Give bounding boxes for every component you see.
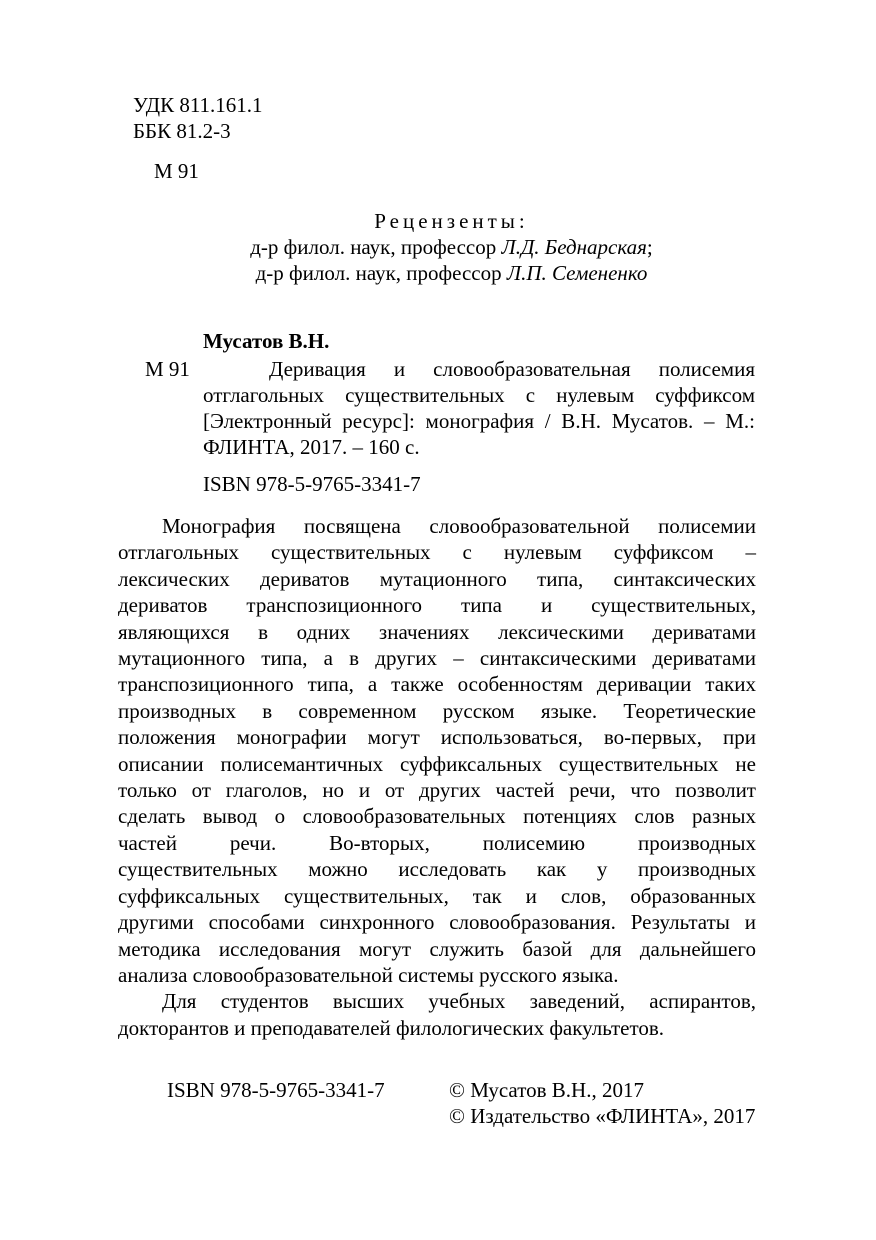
abstract-line: отглагольных существительных с нулевым суффиксом – — [118, 540, 756, 565]
footer-isbn: ISBN 978-5-9765-3341-7 — [167, 1078, 385, 1102]
reviewer-2-title: д-р филол. наук, профессор — [255, 261, 507, 285]
abstract-line: Монография посвящена словообразовательной полисемии — [162, 514, 756, 538]
audience-line: Для студентов высших учебных заведений, аспирантов, — [162, 989, 756, 1014]
record-isbn: ISBN 978-5-9765-3341-7 — [203, 472, 421, 496]
record-code: М 91 — [145, 357, 190, 381]
abstract-line: частей речи. Во-вторых, полисемию производных — [118, 830, 756, 855]
record-line: Деривация и словообразовательная полисемия — [269, 357, 755, 381]
abstract-line: суффиксальных существительных, так и слов, образованных — [118, 883, 756, 908]
record-line: [Электронный ресурс]: монография / В.Н. Мусатов. – М.: — [203, 409, 755, 433]
abstract-line: являющихся в одних значениях лексическими дериватами — [118, 619, 756, 644]
reviewer-2-name: Л.П. Семененко — [506, 261, 648, 285]
abstract-line: только от глаголов, но и от других частей речи, что позволит — [118, 778, 756, 803]
abstract-line: существительных можно исследовать как у производных — [118, 857, 756, 882]
abstract-line: анализа словообразовательной системы русского языка. — [118, 962, 619, 987]
abstract-line: лексических дериватов мутационного типа, синтаксических — [118, 566, 756, 591]
abstract-line: транспозиционного типа, а также особенностям деривации таких — [118, 672, 756, 697]
copyright-author: © Мусатов В.Н., 2017 — [449, 1078, 644, 1102]
audience-line: докторантов и преподавателей филологических факультетов. — [118, 1015, 665, 1040]
record-line: отглагольных существительных с нулевым суффиксом — [203, 383, 755, 407]
reviewers-block — [200, 208, 703, 286]
abstract-line: дериватов транспозиционного типа и существительных, — [118, 593, 756, 618]
record-author: Мусатов В.Н. — [203, 329, 330, 353]
reviewer-1-title: д-р филол. наук, профессор — [250, 235, 502, 259]
udk-code: УДК 811.161.1 — [133, 93, 263, 117]
bbk-code: ББК 81.2-3 — [133, 119, 231, 143]
abstract-line: описании полисемантичных суффиксальных существительных не — [118, 751, 756, 776]
reviewers-heading: Рецензенты: — [374, 209, 529, 233]
reviewer-1 — [200, 234, 703, 260]
abstract-line: другими способами синхронного словообразования. Результаты и — [118, 910, 756, 935]
record-line: ФЛИНТА, 2017. – 160 с. — [203, 435, 420, 459]
copyright-block — [449, 1077, 755, 1129]
abstract-line: методика исследования могут служить базой для дальнейшего — [118, 936, 756, 961]
reviewer-1-tail: ; — [646, 235, 653, 259]
abstract-line: мутационного типа, а в других – синтаксическими дериватами — [118, 646, 756, 671]
author-sign-code: М 91 — [154, 159, 199, 183]
abstract-line: положения монографии могут использоваться, во-первых, при — [118, 725, 756, 750]
record-description — [203, 356, 755, 460]
reviewer-2 — [200, 260, 703, 286]
abstract — [118, 513, 756, 1041]
copyright-publisher: © Издательство «ФЛИНТА», 2017 — [449, 1104, 756, 1128]
reviewer-1-name: Л.Д. Беднарская — [501, 235, 647, 259]
abstract-line: сделать вывод о словообразовательных потенциях слов разных — [118, 804, 756, 829]
abstract-line: производных в современном русском языке. Теоретические — [118, 698, 756, 723]
